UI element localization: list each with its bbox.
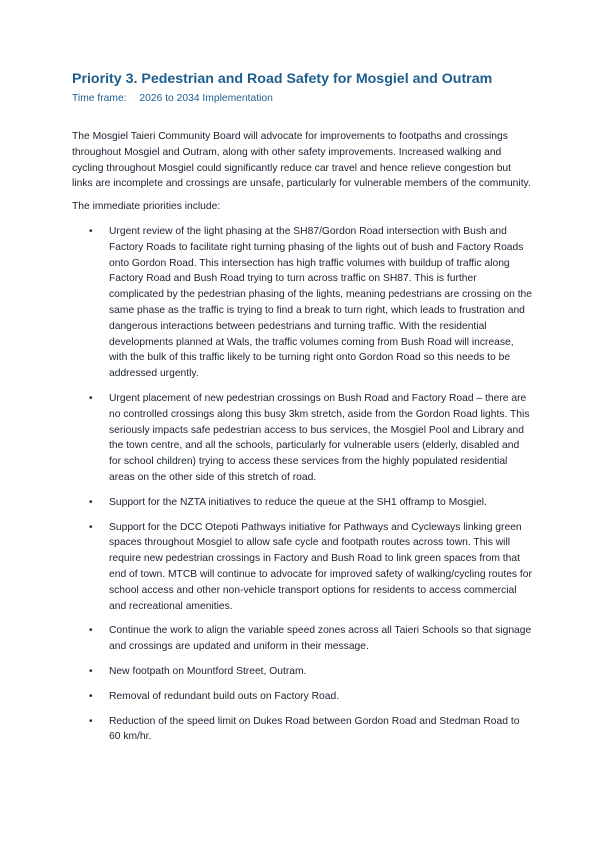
lead-paragraph: The immediate priorities include: (72, 201, 221, 213)
list-item (72, 714, 532, 746)
list-item-text: Urgent placement of new pedestrian crossings on Bush Road and Factory Road – there are no controlled crossings along this busy 3km stretch, aside from the Gordon Road lights. This seriously impacts safe pedestrian access to bus services, the Mosgiel Pool and Library and the town centre, and all the schools, particularly for vulnerable users (elderly, disabled and for school children) trying to access these services from the highly populated residential areas on the other side of this stretch of road. (109, 392, 530, 483)
bullet-icon: • (89, 392, 93, 404)
bullet-icon: • (89, 690, 93, 702)
list-item (72, 495, 532, 511)
list-item (72, 623, 532, 655)
priority-list (72, 224, 532, 745)
list-item-text: Reduction of the speed limit on Dukes Road between Gordon Road and Stedman Road to 60 km/hr. (109, 715, 520, 743)
document-page (72, 70, 532, 754)
list-item (72, 520, 532, 615)
list-item-text: Removal of redundant build outs on Factory Road. (109, 690, 340, 702)
list-item-text: Urgent review of the light phasing at the SH87/Gordon Road intersection with Bush and Factory Roads to facilitate right turning phasing of the lights out of bush and Factory Roads onto Gordon Road. This intersection has high traffic volumes with buildup of traffic along Factory Road and Bush Road trying to turn across traffic on SH87. This is further complicated by the pedestrian phasing of the lights, meaning pedestrians are crossing on the same phase as the traffic is trying to find a break to turn right, which leads to frustration and dangerous interactions between pedestrians and turning traffic. With the residential developments planned at Wals, the traffic volumes coming from Bush Road will increase, with the bulk of this traffic likely to be turning right onto Gordon Road so this needs to be addressed urgently. (109, 225, 533, 380)
list-item (72, 689, 532, 705)
bullet-icon: • (89, 521, 93, 533)
list-item (72, 224, 532, 382)
timeframe-label: Time frame: (72, 93, 127, 104)
list-item-text: New footpath on Mountford Street, Outram. (109, 665, 307, 677)
section-heading: Priority 3. Pedestrian and Road Safety for Mosgiel and Outram (72, 71, 493, 87)
list-item-text: Support for the DCC Otepoti Pathways initiative for Pathways and Cycleways linking green spaces throughout Mosgiel to allow safe cycle and footpath routes across town. This will require new pedestrian crossings in Factory and Bush Road to link green spaces from that end of town. MTCB will continue to advocate for improved safety of walking/cycling routes for school access and other non-vehicle transport options for residents to access commercial and recreational amenities. (109, 521, 532, 612)
intro-paragraph: The Mosgiel Taieri Community Board will advocate for improvements to footpaths and crossings throughout Mosgiel and Outram, along with other safety improvements. Increased walking and cycling throughout Mosgiel could significantly reduce car travel and hence relieve congestion but links are incomplete and crossings are unsafe, particularly for vulnerable members of the community. (72, 131, 531, 190)
bullet-icon: • (89, 665, 93, 677)
list-item (72, 391, 532, 486)
list-item-text: Support for the NZTA initiatives to reduce the queue at the SH1 offramp to Mosgiel. (109, 496, 487, 508)
bullet-icon: • (89, 496, 93, 508)
timeframe-value: 2026 to 2034 Implementation (139, 93, 273, 104)
bullet-icon: • (89, 625, 93, 637)
timeframe-line (72, 92, 532, 106)
bullet-icon: • (89, 225, 93, 237)
list-item (72, 664, 532, 680)
bullet-icon: • (89, 715, 93, 727)
list-item-text: Continue the work to align the variable speed zones across all Taieri Schools so that signage and crossings are updated and uniform in their message. (109, 625, 532, 653)
